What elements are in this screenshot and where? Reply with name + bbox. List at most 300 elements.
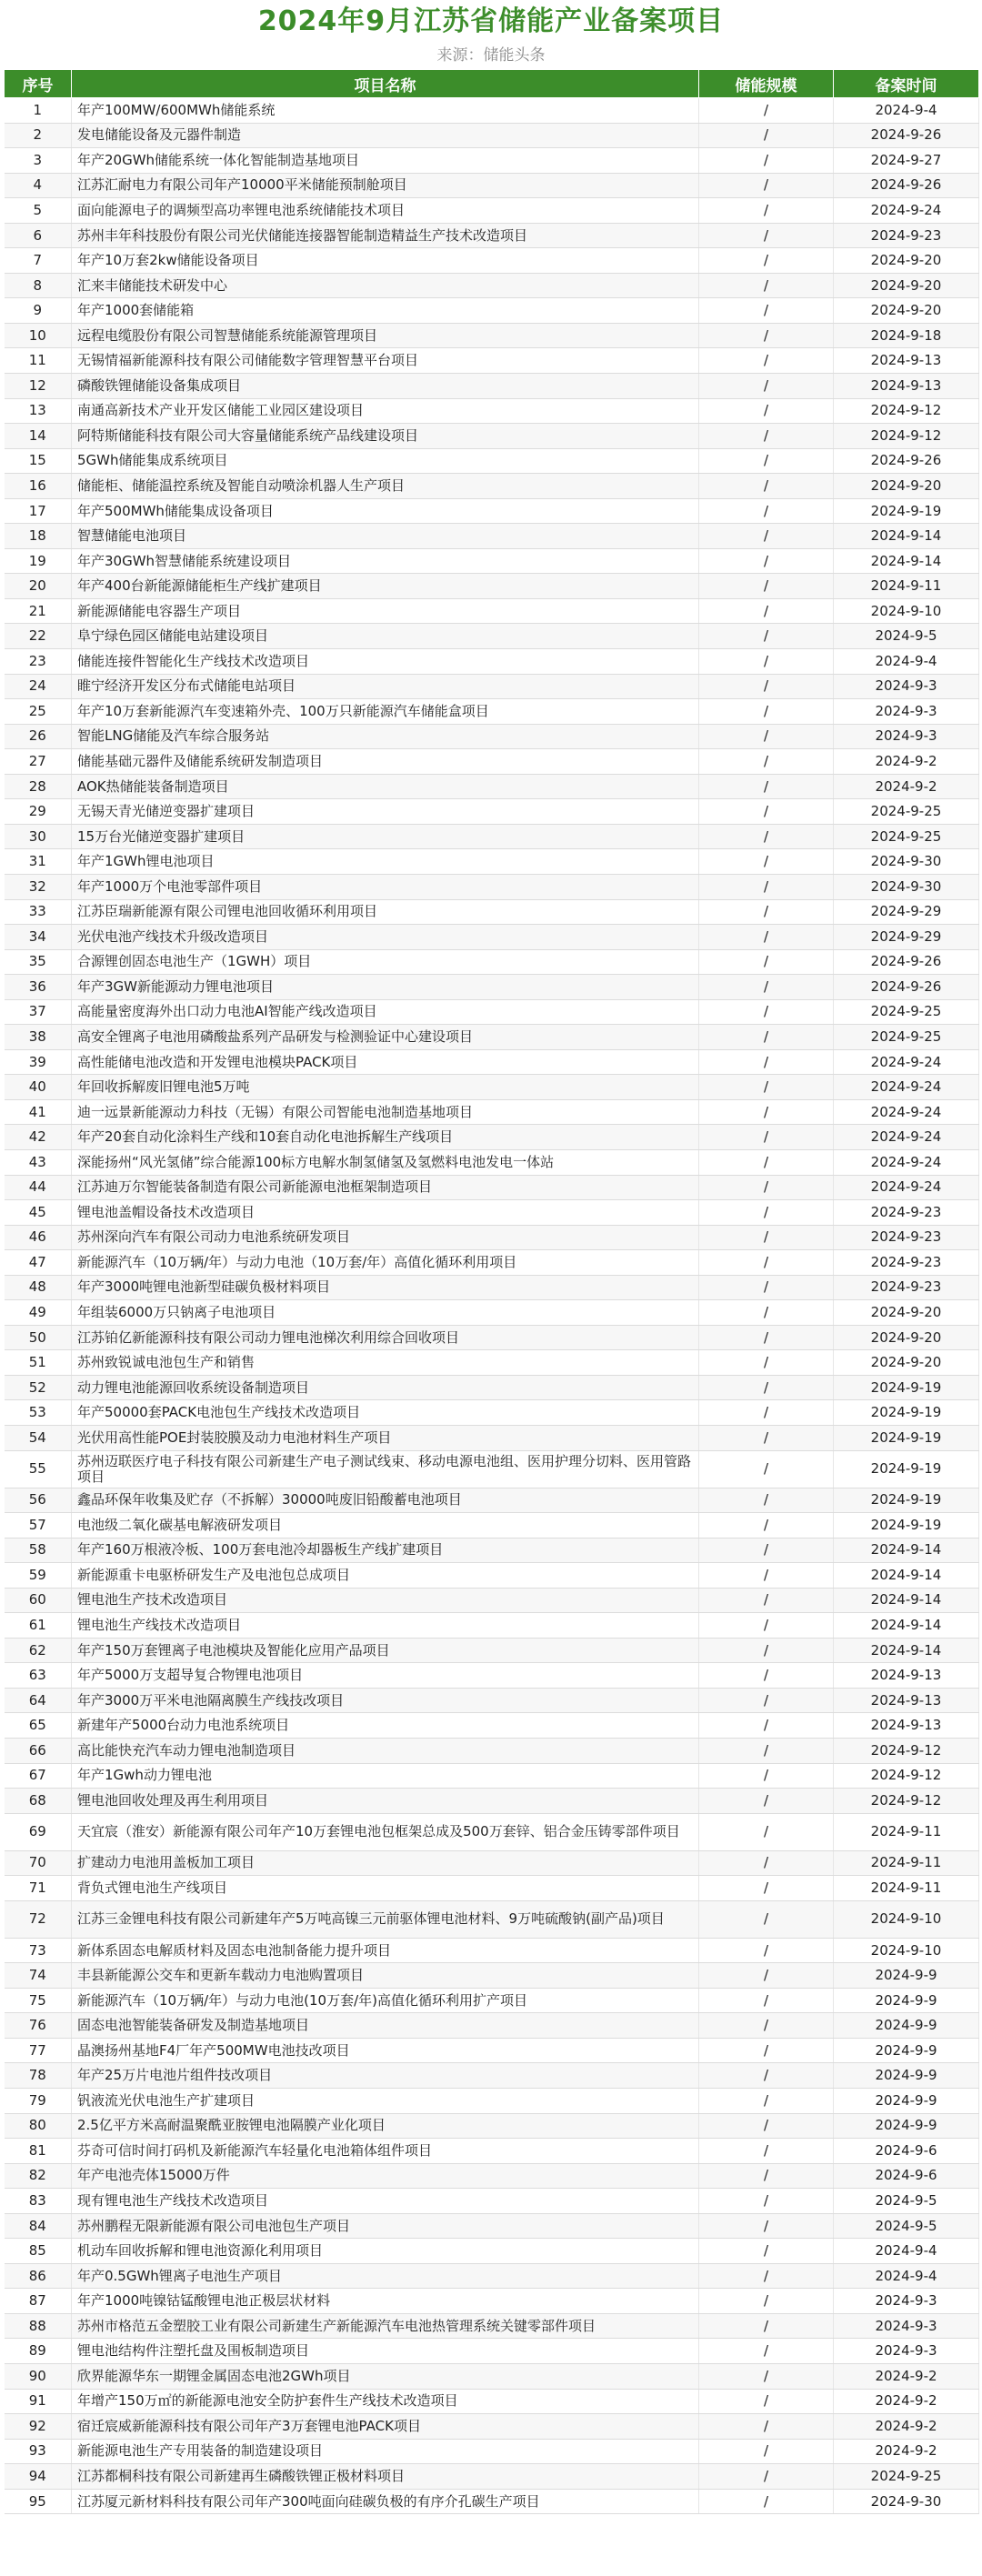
cell-project-name: 智慧储能电池项目	[72, 524, 699, 549]
cell-storage-scale: /	[699, 1763, 834, 1789]
table-row	[5, 198, 979, 224]
table-row	[5, 1513, 979, 1539]
cell-project-name: 无锡情福新能源科技有限公司储能数字管理智慧平台项目	[72, 348, 699, 374]
cell-project-name: 年组装6000万只钠离子电池项目	[72, 1300, 699, 1326]
cell-filing-date: 2024-9-10	[834, 1900, 979, 1938]
cell-filing-date: 2024-9-5	[834, 624, 979, 649]
cell-storage-scale: /	[699, 899, 834, 925]
cell-project-name: 机动车回收拆解和锂电池资源化利用项目	[72, 2239, 699, 2264]
cell-storage-scale: /	[699, 874, 834, 899]
cell-filing-date: 2024-9-26	[834, 975, 979, 1000]
cell-no: 77	[5, 2038, 72, 2063]
cell-storage-scale: /	[699, 1350, 834, 1376]
header-filing-date: 备案时间	[834, 70, 979, 98]
table-row	[5, 949, 979, 975]
cell-filing-date: 2024-9-19	[834, 1513, 979, 1539]
cell-project-name: 年产10万套2kw储能设备项目	[72, 248, 699, 274]
table-row	[5, 1450, 979, 1488]
cell-filing-date: 2024-9-9	[834, 2113, 979, 2139]
cell-no: 55	[5, 1450, 72, 1488]
table-row	[5, 774, 979, 799]
cell-project-name: 苏州致锐诚电池包生产和销售	[72, 1350, 699, 1376]
cell-filing-date: 2024-9-3	[834, 2313, 979, 2339]
table-row	[5, 173, 979, 198]
cell-no: 42	[5, 1125, 72, 1150]
cell-storage-scale: /	[699, 2263, 834, 2289]
cell-no: 66	[5, 1739, 72, 1764]
cell-project-name: 年产1000套储能箱	[72, 298, 699, 324]
cell-no: 81	[5, 2139, 72, 2164]
cell-no: 92	[5, 2414, 72, 2440]
cell-storage-scale: /	[699, 1613, 834, 1639]
cell-filing-date: 2024-9-3	[834, 2289, 979, 2314]
cell-project-name: 年回收拆解废旧锂电池5万吨	[72, 1075, 699, 1100]
cell-no: 14	[5, 424, 72, 449]
cell-project-name: 现有锂电池生产线技术改造项目	[72, 2189, 699, 2214]
cell-no: 15	[5, 448, 72, 474]
cell-no: 31	[5, 849, 72, 875]
cell-storage-scale: /	[699, 2038, 834, 2063]
cell-project-name: 高安全锂离子电池用磷酸盐系列产品研发与检测验证中心建设项目	[72, 1025, 699, 1050]
cell-project-name: 高性能储电池改造和开发锂电池模块PACK项目	[72, 1049, 699, 1075]
cell-filing-date: 2024-9-24	[834, 1099, 979, 1125]
cell-filing-date: 2024-9-5	[834, 2213, 979, 2239]
table-row	[5, 975, 979, 1000]
cell-no: 39	[5, 1049, 72, 1075]
cell-project-name: 宿迁宸威新能源科技有限公司年产3万套锂电池PACK项目	[72, 2414, 699, 2440]
cell-storage-scale: /	[699, 2189, 834, 2214]
table-row	[5, 1638, 979, 1663]
cell-no: 78	[5, 2063, 72, 2089]
cell-storage-scale: /	[699, 2113, 834, 2139]
table-row	[5, 273, 979, 298]
table-row	[5, 1149, 979, 1175]
table-row	[5, 2289, 979, 2314]
cell-project-name: 高能量密度海外出口动力电池AI智能产线改造项目	[72, 999, 699, 1025]
table-row	[5, 348, 979, 374]
cell-filing-date: 2024-9-23	[834, 1275, 979, 1300]
cell-project-name: 年产100MW/600MWh储能系统	[72, 98, 699, 124]
table-row	[5, 2113, 979, 2139]
cell-project-name: 江苏厦元新材料科技有限公司年产300吨面向硅碳负极的有序介孔碳生产项目	[72, 2489, 699, 2514]
cell-project-name: 合源锂创固态电池生产（1GWH）项目	[72, 949, 699, 975]
cell-no: 41	[5, 1099, 72, 1125]
cell-filing-date: 2024-9-19	[834, 1450, 979, 1488]
cell-project-name: 新建年产5000台动力电池系统项目	[72, 1713, 699, 1739]
cell-no: 35	[5, 949, 72, 975]
cell-filing-date: 2024-9-13	[834, 1663, 979, 1689]
cell-no: 25	[5, 699, 72, 725]
cell-storage-scale: /	[699, 1125, 834, 1150]
cell-no: 2	[5, 123, 72, 148]
cell-no: 62	[5, 1638, 72, 1663]
cell-project-name: 年产1Gwh动力锂电池	[72, 1763, 699, 1789]
table-row	[5, 1049, 979, 1075]
cell-no: 8	[5, 273, 72, 298]
cell-project-name: 江苏都桐科技有限公司新建再生磷酸铁锂正极材料项目	[72, 2464, 699, 2490]
cell-project-name: 深能扬州“风光氢储”综合能源100标方电解水制氢储氢及氢燃料电池发电一体站	[72, 1149, 699, 1175]
cell-no: 5	[5, 198, 72, 224]
cell-no: 79	[5, 2089, 72, 2114]
cell-storage-scale: /	[699, 2464, 834, 2490]
table-row	[5, 899, 979, 925]
cell-project-name: 年产150万套锂离子电池模块及智能化应用产品项目	[72, 1638, 699, 1663]
cell-no: 87	[5, 2289, 72, 2314]
cell-no: 27	[5, 749, 72, 775]
cell-storage-scale: /	[699, 1075, 834, 1100]
cell-filing-date: 2024-9-29	[834, 899, 979, 925]
cell-filing-date: 2024-9-24	[834, 1049, 979, 1075]
cell-filing-date: 2024-9-20	[834, 248, 979, 274]
table-row	[5, 1225, 979, 1250]
cell-project-name: 锂电池生产线技术改造项目	[72, 1613, 699, 1639]
cell-project-name: 储能连接件智能化生产线技术改造项目	[72, 649, 699, 675]
cell-storage-scale: /	[699, 1688, 834, 1713]
cell-storage-scale: /	[699, 2289, 834, 2314]
cell-filing-date: 2024-9-2	[834, 749, 979, 775]
table-row	[5, 374, 979, 399]
table-row	[5, 1488, 979, 1513]
cell-storage-scale: /	[699, 1200, 834, 1226]
cell-filing-date: 2024-9-10	[834, 598, 979, 624]
cell-filing-date: 2024-9-13	[834, 374, 979, 399]
cell-storage-scale: /	[699, 2139, 834, 2164]
table-row	[5, 874, 979, 899]
cell-storage-scale: /	[699, 2489, 834, 2514]
cell-project-name: 江苏臣瑞新能源有限公司锂电池回收循环利用项目	[72, 899, 699, 925]
cell-project-name: 晶澳扬州基地F4厂年产500MW电池技改项目	[72, 2038, 699, 2063]
table-row	[5, 2189, 979, 2214]
table-row	[5, 2089, 979, 2114]
cell-storage-scale: /	[699, 749, 834, 775]
table-row	[5, 1200, 979, 1226]
cell-no: 57	[5, 1513, 72, 1539]
table-header-row	[5, 70, 979, 98]
cell-project-name: 新能源储能电容器生产项目	[72, 598, 699, 624]
cell-project-name: 年产1GWh锂电池项目	[72, 849, 699, 875]
source-note: 来源：储能头条	[436, 46, 546, 65]
cell-filing-date: 2024-9-19	[834, 1425, 979, 1450]
cell-project-name: 年产5000万支超导复合物锂电池项目	[72, 1663, 699, 1689]
cell-storage-scale: /	[699, 1325, 834, 1350]
table-row	[5, 2313, 979, 2339]
table-row	[5, 298, 979, 324]
table-row	[5, 2239, 979, 2264]
cell-no: 67	[5, 1763, 72, 1789]
cell-storage-scale: /	[699, 624, 834, 649]
table-row	[5, 1963, 979, 1989]
cell-project-name: 年产1000万个电池零部件项目	[72, 874, 699, 899]
cell-filing-date: 2024-9-5	[834, 2189, 979, 2214]
cell-storage-scale: /	[699, 348, 834, 374]
cell-storage-scale: /	[699, 2089, 834, 2114]
cell-project-name: 新能源汽车（10万辆/年）与动力电池(10万套/年)高值化循环利用扩产项目	[72, 1988, 699, 2013]
cell-filing-date: 2024-9-2	[834, 774, 979, 799]
table-row	[5, 1876, 979, 1901]
cell-no: 19	[5, 548, 72, 574]
cell-storage-scale: /	[699, 2414, 834, 2440]
cell-filing-date: 2024-9-11	[834, 1876, 979, 1901]
cell-no: 11	[5, 348, 72, 374]
cell-project-name: 5GWh储能集成系统项目	[72, 448, 699, 474]
cell-no: 1	[5, 98, 72, 124]
cell-no: 37	[5, 999, 72, 1025]
cell-filing-date: 2024-9-3	[834, 699, 979, 725]
cell-storage-scale: /	[699, 1250, 834, 1276]
cell-no: 3	[5, 148, 72, 174]
cell-no: 83	[5, 2189, 72, 2214]
cell-filing-date: 2024-9-24	[834, 1175, 979, 1200]
table-row	[5, 1025, 979, 1050]
cell-project-name: 年产400台新能源储能柜生产线扩建项目	[72, 574, 699, 599]
cell-storage-scale: /	[699, 298, 834, 324]
cell-filing-date: 2024-9-4	[834, 2263, 979, 2289]
cell-no: 28	[5, 774, 72, 799]
cell-no: 38	[5, 1025, 72, 1050]
cell-filing-date: 2024-9-14	[834, 1563, 979, 1589]
cell-filing-date: 2024-9-30	[834, 849, 979, 875]
cell-project-name: 丰县新能源公交车和更新车载动力电池购置项目	[72, 1963, 699, 1989]
cell-storage-scale: /	[699, 1175, 834, 1200]
cell-no: 91	[5, 2389, 72, 2414]
cell-project-name: 年产0.5GWh锂离子电池生产项目	[72, 2263, 699, 2289]
cell-storage-scale: /	[699, 2364, 834, 2390]
cell-no: 36	[5, 975, 72, 1000]
cell-filing-date: 2024-9-13	[834, 348, 979, 374]
cell-no: 89	[5, 2339, 72, 2364]
cell-no: 16	[5, 474, 72, 499]
cell-no: 32	[5, 874, 72, 899]
cell-storage-scale: /	[699, 1275, 834, 1300]
cell-filing-date: 2024-9-19	[834, 1375, 979, 1400]
cell-no: 4	[5, 173, 72, 198]
cell-project-name: AOK热储能装备制造项目	[72, 774, 699, 799]
cell-no: 58	[5, 1538, 72, 1563]
cell-no: 74	[5, 1963, 72, 1989]
table-row	[5, 1325, 979, 1350]
cell-no: 13	[5, 398, 72, 424]
cell-project-name: 智能LNG储能及汽车综合服务站	[72, 724, 699, 749]
table-row	[5, 2163, 979, 2189]
cell-storage-scale: /	[699, 248, 834, 274]
cell-storage-scale: /	[699, 574, 834, 599]
cell-no: 47	[5, 1250, 72, 1276]
cell-project-name: 新能源重卡电驱桥研发生产及电池包总成项目	[72, 1563, 699, 1589]
table-row	[5, 148, 979, 174]
cell-project-name: 磷酸铁锂储能设备集成项目	[72, 374, 699, 399]
table-row	[5, 2389, 979, 2414]
cell-filing-date: 2024-9-11	[834, 1813, 979, 1850]
cell-no: 69	[5, 1813, 72, 1850]
cell-storage-scale: /	[699, 273, 834, 298]
cell-storage-scale: /	[699, 598, 834, 624]
cell-filing-date: 2024-9-9	[834, 2038, 979, 2063]
cell-filing-date: 2024-9-24	[834, 1075, 979, 1100]
cell-storage-scale: /	[699, 849, 834, 875]
table-row	[5, 1713, 979, 1739]
table-row	[5, 1175, 979, 1200]
cell-filing-date: 2024-9-14	[834, 524, 979, 549]
cell-filing-date: 2024-9-23	[834, 223, 979, 248]
cell-project-name: 年产20套自动化涂料生产线和10套自动化电池拆解生产线项目	[72, 1125, 699, 1150]
cell-filing-date: 2024-9-12	[834, 1789, 979, 1814]
cell-filing-date: 2024-9-9	[834, 1988, 979, 2013]
cell-project-name: 苏州迈联医疗电子科技有限公司新建生产电子测试线束、移动电源电池组、医用护理分切料、医用管路项目	[72, 1450, 699, 1488]
cell-project-name: 钒液流光伏电池生产扩建项目	[72, 2089, 699, 2114]
cell-storage-scale: /	[699, 2389, 834, 2414]
cell-no: 34	[5, 925, 72, 950]
cell-storage-scale: /	[699, 498, 834, 524]
cell-no: 21	[5, 598, 72, 624]
cell-project-name: 苏州鹏程无限新能源有限公司电池包生产项目	[72, 2213, 699, 2239]
cell-storage-scale: /	[699, 474, 834, 499]
cell-project-name: 江苏汇耐电力有限公司年产10000平米储能预制舱项目	[72, 173, 699, 198]
table-row	[5, 925, 979, 950]
cell-storage-scale: /	[699, 1789, 834, 1814]
cell-no: 52	[5, 1375, 72, 1400]
projects-table	[4, 69, 979, 2514]
cell-filing-date: 2024-9-4	[834, 649, 979, 675]
cell-filing-date: 2024-9-9	[834, 2063, 979, 2089]
cell-no: 45	[5, 1200, 72, 1226]
table-row	[5, 2489, 979, 2514]
cell-project-name: 发电储能设备及元器件制造	[72, 123, 699, 148]
cell-filing-date: 2024-9-29	[834, 925, 979, 950]
cell-filing-date: 2024-9-13	[834, 1688, 979, 1713]
table-row	[5, 223, 979, 248]
cell-storage-scale: /	[699, 2239, 834, 2264]
cell-project-name: 汇来丰储能技术研发中心	[72, 273, 699, 298]
cell-filing-date: 2024-9-13	[834, 1713, 979, 1739]
table-row	[5, 849, 979, 875]
cell-storage-scale: /	[699, 1638, 834, 1663]
cell-no: 80	[5, 2113, 72, 2139]
table-row	[5, 474, 979, 499]
cell-filing-date: 2024-9-12	[834, 424, 979, 449]
cell-project-name: 欣界能源华东一期锂金属固态电池2GWh项目	[72, 2364, 699, 2390]
cell-no: 54	[5, 1425, 72, 1450]
cell-filing-date: 2024-9-10	[834, 1938, 979, 1963]
cell-filing-date: 2024-9-26	[834, 173, 979, 198]
cell-no: 73	[5, 1938, 72, 1963]
cell-project-name: 背负式锂电池生产线项目	[72, 1876, 699, 1901]
cell-no: 56	[5, 1488, 72, 1513]
table-row	[5, 424, 979, 449]
cell-filing-date: 2024-9-26	[834, 448, 979, 474]
cell-filing-date: 2024-9-2	[834, 2364, 979, 2390]
cell-storage-scale: /	[699, 1876, 834, 1901]
cell-project-name: 江苏铂亿新能源科技有限公司动力锂电池梯次利用综合回收项目	[72, 1325, 699, 1350]
cell-storage-scale: /	[699, 649, 834, 675]
table-row	[5, 2439, 979, 2464]
cell-project-name: 年产1000吨镍钴锰酸锂电池正极层状材料	[72, 2289, 699, 2314]
cell-project-name: 光伏用高性能POE封装胶膜及动力电池材料生产项目	[72, 1425, 699, 1450]
cell-filing-date: 2024-9-20	[834, 273, 979, 298]
cell-filing-date: 2024-9-9	[834, 2013, 979, 2039]
table-row	[5, 1375, 979, 1400]
table-row	[5, 1425, 979, 1450]
cell-storage-scale: /	[699, 374, 834, 399]
cell-project-name: 江苏三金锂电科技有限公司新建年产5万吨高镍三元前驱体锂电池材料、9万吨硫酸钠(副产品)项目	[72, 1900, 699, 1938]
table-body	[5, 98, 979, 2514]
cell-storage-scale: /	[699, 398, 834, 424]
cell-storage-scale: /	[699, 1813, 834, 1850]
cell-no: 30	[5, 824, 72, 849]
cell-storage-scale: /	[699, 975, 834, 1000]
cell-filing-date: 2024-9-23	[834, 1200, 979, 1226]
cell-filing-date: 2024-9-20	[834, 1350, 979, 1376]
cell-filing-date: 2024-9-12	[834, 398, 979, 424]
cell-storage-scale: /	[699, 1025, 834, 1050]
table-row	[5, 999, 979, 1025]
cell-project-name: 鑫品环保年收集及贮存（不拆解）30000吨废旧铅酸蓄电池项目	[72, 1488, 699, 1513]
table-row	[5, 1125, 979, 1150]
cell-no: 75	[5, 1988, 72, 2013]
cell-filing-date: 2024-9-3	[834, 2339, 979, 2364]
cell-storage-scale: /	[699, 1099, 834, 1125]
table-row	[5, 1613, 979, 1639]
cell-storage-scale: /	[699, 1225, 834, 1250]
cell-no: 18	[5, 524, 72, 549]
cell-storage-scale: /	[699, 2063, 834, 2089]
cell-filing-date: 2024-9-4	[834, 2239, 979, 2264]
cell-no: 7	[5, 248, 72, 274]
table-row	[5, 123, 979, 148]
cell-no: 6	[5, 223, 72, 248]
cell-filing-date: 2024-9-12	[834, 1763, 979, 1789]
table-row	[5, 548, 979, 574]
table-row	[5, 824, 979, 849]
cell-storage-scale: /	[699, 1563, 834, 1589]
table-row	[5, 2364, 979, 2390]
table-row	[5, 498, 979, 524]
cell-storage-scale: /	[699, 2163, 834, 2189]
cell-storage-scale: /	[699, 1375, 834, 1400]
cell-filing-date: 2024-9-2	[834, 2439, 979, 2464]
cell-no: 46	[5, 1225, 72, 1250]
table-row	[5, 524, 979, 549]
cell-no: 84	[5, 2213, 72, 2239]
cell-no: 94	[5, 2464, 72, 2490]
table-row	[5, 1275, 979, 1300]
table-row	[5, 1075, 979, 1100]
cell-filing-date: 2024-9-4	[834, 98, 979, 124]
table-row	[5, 1900, 979, 1938]
cell-filing-date: 2024-9-24	[834, 1125, 979, 1150]
table-row	[5, 1300, 979, 1326]
cell-storage-scale: /	[699, 223, 834, 248]
cell-project-name: 储能柜、储能温控系统及智能自动喷涂机器人生产项目	[72, 474, 699, 499]
cell-storage-scale: /	[699, 424, 834, 449]
cell-no: 48	[5, 1275, 72, 1300]
cell-storage-scale: /	[699, 1450, 834, 1488]
table-row	[5, 2139, 979, 2164]
cell-project-name: 动力锂电池能源回收系统设备制造项目	[72, 1375, 699, 1400]
table-row	[5, 448, 979, 474]
cell-filing-date: 2024-9-20	[834, 298, 979, 324]
cell-storage-scale: /	[699, 1488, 834, 1513]
cell-no: 9	[5, 298, 72, 324]
cell-storage-scale: /	[699, 1663, 834, 1689]
table-row	[5, 1850, 979, 1876]
table-row	[5, 398, 979, 424]
cell-no: 90	[5, 2364, 72, 2390]
cell-project-name: 2.5亿平方米高耐温聚酰亚胺锂电池隔膜产业化项目	[72, 2113, 699, 2139]
table-row	[5, 1688, 979, 1713]
cell-filing-date: 2024-9-30	[834, 2489, 979, 2514]
cell-no: 65	[5, 1713, 72, 1739]
table-row	[5, 1400, 979, 1426]
